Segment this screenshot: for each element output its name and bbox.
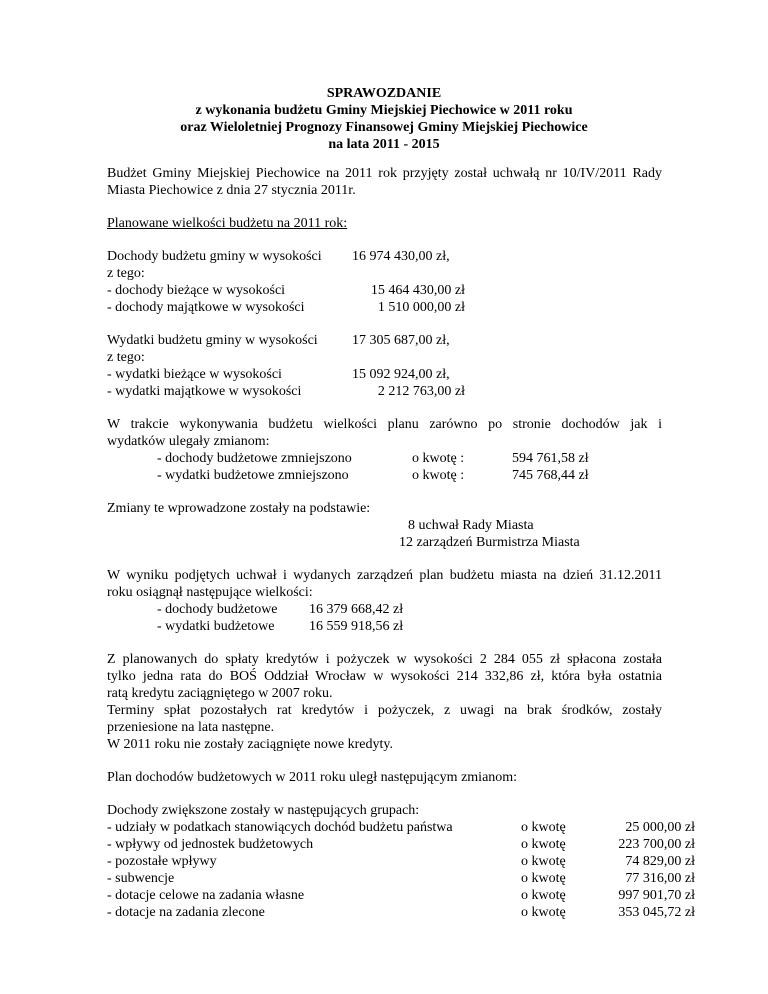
increased-row-value: 74 829,00 zł [625, 854, 695, 869]
basis-item-2: 12 zarządzeń Burmistrza Miasta [399, 535, 580, 550]
increased-row-value: 77 316,00 zł [625, 871, 695, 886]
changes-expense-value: 745 768,44 zł [512, 468, 589, 483]
expenses-capital-label: - wydatki majątkowe w wysokości [107, 384, 302, 399]
expenses-current-value: 15 092 924,00 zł, [352, 367, 450, 382]
income-capital-label: - dochody majątkowe w wysokości [107, 300, 305, 315]
income-of-which: z tego: [107, 266, 145, 281]
planned-heading: Planowane wielkości budżetu na 2011 rok: [107, 216, 348, 231]
result-line-1: W wyniku podjętych uchwał i wydanych zarządzeń plan budżetu miasta na dzień 31.12.2011 [107, 568, 662, 583]
increased-row-label: - subwencje [107, 871, 175, 886]
expenses-current-label: - wydatki bieżące w wysokości [107, 367, 282, 382]
basis-item-1: 8 uchwał Rady Miasta [408, 518, 534, 533]
increased-row-value: 353 045,72 zł [618, 905, 695, 920]
document-title [100, 85, 668, 153]
increased-row-value: 25 000,00 zł [625, 820, 695, 835]
result-income-value: 16 379 668,42 zł [309, 602, 404, 617]
intro-line-1: Budżet Gminy Miejskiej Piechowice na 2011 rok przyjęty został uchwałą nr 10/IV/2011 Rady [107, 166, 662, 181]
income-capital-value: 1 510 000,00 zł [377, 300, 465, 315]
credits-line-2: tylko jedna rata do BOŚ Oddział Wrocław w wysokości 214 332,86 zł, która była ostatnia [107, 669, 662, 684]
title-line-3: oraz Wieloletniej Prognozy Finansowej Gminy Miejskiej Piechowice [180, 120, 588, 135]
result-line-2: roku osiągnął następujące wielkości: [107, 585, 313, 600]
title-line-4: na lata 2011 - 2015 [328, 137, 440, 152]
changes-income-by: o kwotę : [412, 451, 465, 466]
changes-income-label: - dochody budżetowe zmniejszono [157, 451, 352, 466]
increased-row-value: 223 700,00 zł [618, 837, 695, 852]
increased-row-label: - wpływy od jednostek budżetowych [107, 837, 314, 852]
income-value: 16 974 430,00 zł, [352, 249, 450, 264]
increased-row-by: o kwotę [521, 871, 566, 886]
result-expense-value: 16 559 918,56 zł [309, 619, 404, 634]
title-line-2: z wykonania budżetu Gminy Miejskiej Piechowice w 2011 roku [195, 103, 573, 118]
basis-line: Zmiany te wprowadzone zostały na podstawie: [107, 501, 371, 516]
increased-row-by: o kwotę [521, 905, 566, 920]
credits-line-6: W 2011 roku nie zostały zaciągnięte nowe kredyty. [107, 737, 393, 752]
increased-row-by: o kwotę [521, 854, 566, 869]
increased-row-label: - dotacje celowe na zadania własne [107, 888, 305, 903]
income-current-label: - dochody bieżące w wysokości [107, 283, 286, 298]
increased-heading: Dochody zwiększone zostały w następujących grupach: [107, 803, 420, 818]
plan-changes-line: Plan dochodów budżetowych w 2011 roku uległ następującym zmianom: [107, 770, 518, 785]
result-income-label: - dochody budżetowe [157, 602, 278, 617]
income-label: Dochody budżetu gminy w wysokości [107, 249, 322, 264]
income-current-value: 15 464 430,00 zł [370, 283, 465, 298]
changes-expense-label: - wydatki budżetowe zmniejszono [157, 468, 349, 483]
increased-row-value: 997 901,70 zł [618, 888, 695, 903]
increased-row-label: - dotacje na zadania zlecone [107, 905, 265, 920]
credits-line-4: Terminy spłat pozostałych rat kredytów i pożyczek, z uwagi na brak środków, zostały [107, 703, 662, 718]
expenses-of-which: z tego: [107, 350, 145, 365]
expenses-label: Wydatki budżetu gminy w wysokości [107, 333, 318, 348]
credits-line-1: Z planowanych do spłaty kredytów i pożyczek w wysokości 2 284 055 zł spłacona została [107, 652, 662, 667]
increased-row-by: o kwotę [521, 888, 566, 903]
changes-line-1: W trakcie wykonywania budżetu wielkości planu zarówno po stronie dochodów jak i [107, 417, 662, 432]
credits-line-3: ratą kredytu zaciągniętego w 2007 roku. [107, 686, 333, 701]
result-expense-label: - wydatki budżetowe [157, 619, 275, 634]
title-line-1: SPRAWOZDANIE [326, 86, 442, 101]
increased-row-by: o kwotę [521, 837, 566, 852]
expenses-capital-value: 2 212 763,00 zł [377, 384, 465, 399]
changes-income-value: 594 761,58 zł [512, 451, 589, 466]
intro-line-2: Miasta Piechowice z dnia 27 stycznia 2011r. [107, 183, 356, 198]
changes-line-2: wydatków ulegały zmianom: [107, 434, 270, 449]
expenses-value: 17 305 687,00 zł, [352, 333, 450, 348]
increased-row-label: - pozostałe wpływy [107, 854, 217, 869]
credits-line-5: przeniesione na lata następne. [107, 720, 275, 735]
increased-row-label: - udziały w podatkach stanowiących dochód budżetu państwa [107, 820, 453, 835]
changes-expense-by: o kwotę : [412, 468, 465, 483]
increased-row-by: o kwotę [521, 820, 566, 835]
